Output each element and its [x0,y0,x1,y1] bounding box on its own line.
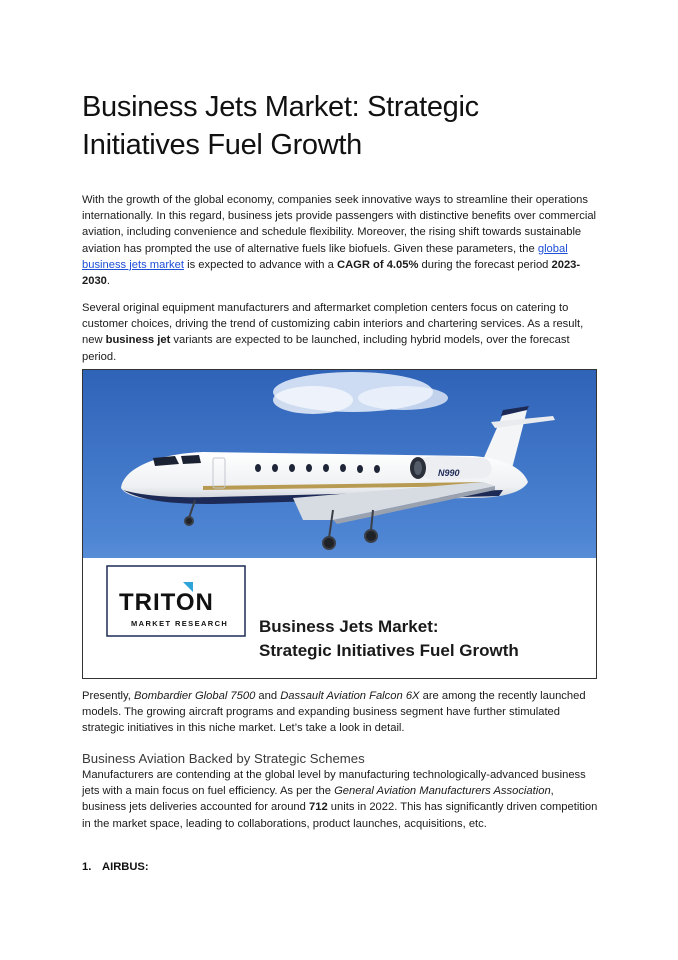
global-business-jets-market-link[interactable]: global business jets market [82,242,568,271]
para3-text-1: Presently, [82,690,135,702]
para3-text-2: and [255,690,281,702]
banner-headline-line-2: Strategic Initiatives Fuel Growth [259,641,519,660]
banner-headline-line-1: Business Jets Market: [259,617,439,636]
para2-text-1: Several original equipment manufacturers and aftermarket completion centers focus on catering to customer choices, driving the trend of customizing cabin interiors and chartering services. As a result, new [82,302,584,347]
para4-text-1: Manufacturers are contending at the global level by manufacturing technologically-advanced business jets with a main focus on fuel efficiency. As per the [82,769,586,798]
customization-paragraph [82,300,598,365]
intro-text-1: With the growth of the global economy, companies seek innovative ways to streamline their operations internationally. In this regard, business jets provide passengers with distinctive benefits over commercial aviation, including convenience and schedule flexibility. Moreover, the rising shift towards sustainable aviation has prompted the use of alternative fuels like biofuels. Given these parameters, the [82,194,597,255]
list-item-airbus [82,861,149,873]
section-heading: Business Aviation Backed by Strategic Schemes [82,751,365,766]
deliveries-units: 712 [309,801,328,814]
intro-text-2: is expected to advance with a [183,258,337,271]
para2-text-2: variants are expected to be launched, including hybrid models, over the forecast period. [82,334,570,363]
registration-text: N990 [438,468,460,478]
bombardier-model: Bombardier Global 7500 [134,690,256,702]
intro-text-3: during the forecast period [418,258,552,271]
list-number: 1. [82,861,92,873]
forecast-period: 2023-2030 [82,258,581,288]
logo-subtitle: MARKET RESEARCH [131,619,229,628]
para4-text-2: , business jets deliveries accounted for around [82,785,554,814]
cagr-value: CAGR of 4.05% [336,258,419,271]
dassault-model: Dassault Aviation Falcon 6X [280,690,420,702]
page-title: Business Jets Market: Strategic Initiatives Fuel Growth [82,91,479,161]
banner-image [82,369,597,679]
intro-paragraph [82,192,598,289]
triton-logo [107,566,245,636]
recent-models-paragraph [82,688,598,737]
strategic-schemes-paragraph [82,767,598,832]
list-label: AIRBUS: [102,861,149,873]
business-jet-bold: business jet [105,334,171,347]
intro-text-4: . [106,275,110,288]
para4-text-3: units in 2022. This has significantly driven competition in the market space, leading to collaborations, product launches, acquisitions, etc. [82,801,598,830]
gama-organization: General Aviation Manufacturers Association [334,785,551,798]
logo-wordmark: TRITON [119,589,214,616]
para3-text-3: are among the recently launched models. The growing aircraft programs and expanding business segment have further stimulated strategic initiatives in this niche market. Let’s take a look in detail. [82,690,586,735]
